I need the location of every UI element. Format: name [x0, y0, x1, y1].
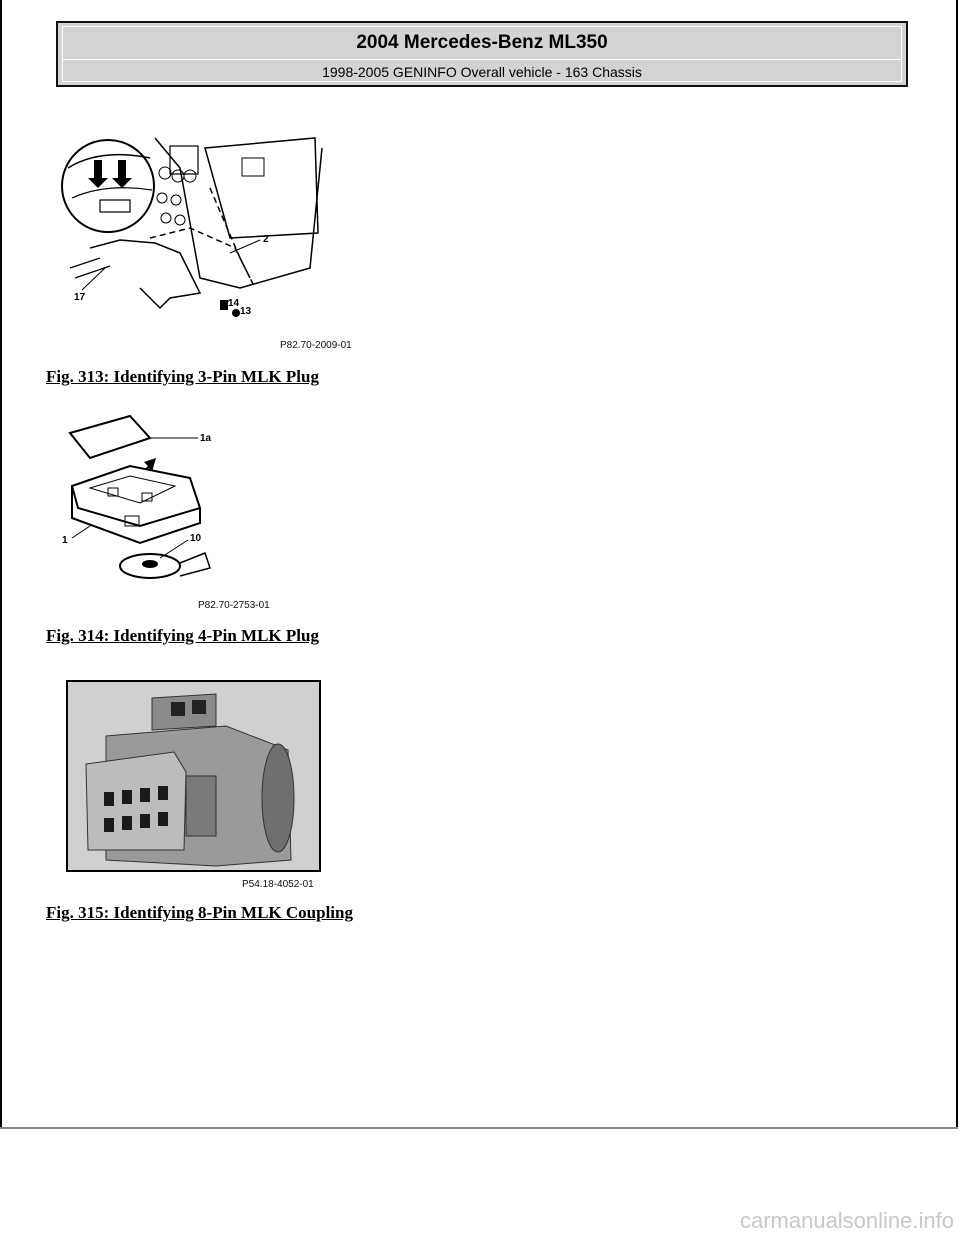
figure-315-image: [66, 680, 336, 890]
header-title: 2004 Mercedes-Benz ML350: [356, 32, 608, 53]
page-border-right: [956, 0, 958, 1128]
header-subtitle: 1998-2005 GENINFO Overall vehicle - 163 Chassis: [322, 64, 642, 80]
figure-315-caption: Fig. 315: Identifying 8-Pin MLK Coupling: [46, 903, 353, 922]
document-header: [56, 21, 908, 87]
page-border-bottom: [0, 1127, 958, 1129]
header-divider: [63, 59, 901, 60]
callout-2: 2: [263, 234, 269, 245]
header-inner: [62, 26, 902, 82]
figure-313-image-label: P82.70-2009-01: [280, 340, 352, 351]
callout-1: 1: [62, 535, 68, 546]
callout-10: 10: [190, 533, 202, 544]
figure-314-image: [60, 408, 290, 613]
figure-314-image-label: P82.70-2753-01: [198, 600, 270, 611]
callout-17: 17: [74, 292, 86, 303]
callout-1a: 1a: [200, 433, 212, 444]
figure-313-image: [60, 128, 352, 353]
callout-13: 13: [240, 306, 252, 317]
page-border-left: [0, 0, 2, 1128]
watermark: carmanualsonline.info: [739, 1208, 954, 1233]
figure-315-image-label: P54.18-4052-01: [242, 879, 314, 890]
figure-314-caption: Fig. 314: Identifying 4-Pin MLK Plug: [46, 626, 319, 645]
callout-14: 14: [228, 298, 240, 309]
figure-313-caption: Fig. 313: Identifying 3-Pin MLK Plug: [46, 367, 319, 386]
